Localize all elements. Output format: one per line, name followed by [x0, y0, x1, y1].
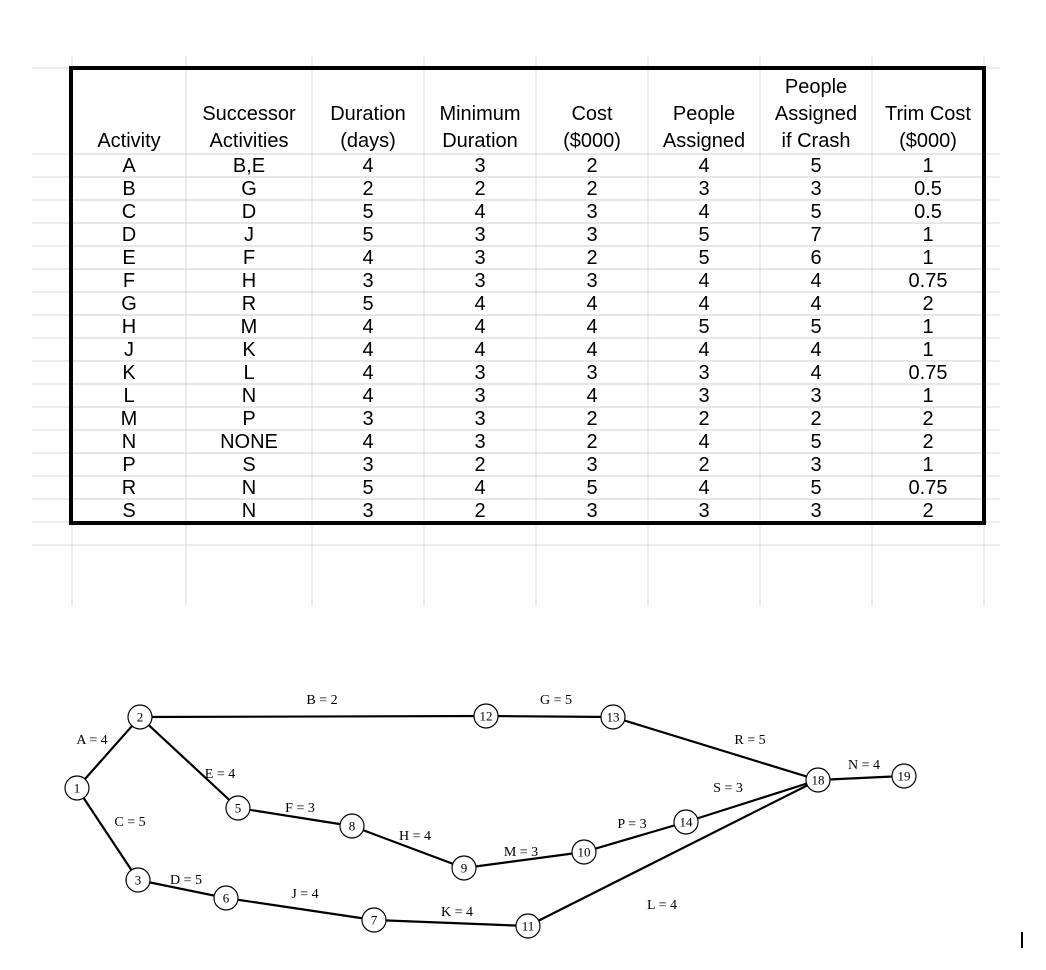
table-cell: 3	[474, 247, 486, 269]
edge-label: J = 4	[291, 887, 319, 902]
table-cell: N	[241, 385, 257, 407]
table-cell: 3	[586, 362, 598, 384]
table-cell: 2	[474, 454, 486, 476]
table-cell: 3	[474, 408, 486, 430]
node-label: 10	[577, 844, 591, 860]
table-cell: S	[242, 454, 256, 476]
edge-label: P = 3	[617, 817, 647, 832]
node-label: 8	[348, 818, 356, 834]
table-cell: J	[244, 224, 254, 246]
edge-7-11	[374, 920, 528, 926]
table-cell: 5	[586, 477, 598, 499]
table-cell: 3	[586, 270, 598, 292]
table-cell: 2	[922, 293, 934, 315]
activity-cell: B	[122, 178, 136, 200]
edge-18-19	[818, 776, 904, 780]
edge-label: F = 3	[285, 801, 315, 816]
edge-label: B = 2	[306, 693, 338, 708]
table-cell: 0.75	[908, 362, 948, 384]
node-label: 13	[606, 709, 620, 725]
table-cell: 3	[362, 500, 374, 522]
node-3	[126, 868, 150, 892]
table-cell: 4	[586, 293, 598, 315]
activity-cell: L	[123, 385, 135, 407]
node-label: 11	[521, 918, 535, 934]
column-header: Duration	[442, 130, 518, 152]
table-cell: 3	[698, 385, 710, 407]
network-edge-labels	[73, 693, 881, 920]
table-cell: K	[242, 339, 256, 361]
column-header: Cost	[571, 103, 613, 125]
node-8	[340, 814, 364, 838]
activity-cell: C	[121, 201, 137, 223]
table-cell: 3	[474, 431, 486, 453]
table-cell: 2	[922, 408, 934, 430]
table-cell: 4	[810, 293, 822, 315]
column-header: ($000)	[563, 130, 621, 152]
node-13	[601, 705, 625, 729]
table-cell: 2	[474, 178, 486, 200]
edge-label: L = 4	[647, 898, 677, 913]
node-label: 19	[897, 768, 911, 784]
edge-label: S = 3	[713, 781, 743, 796]
table-cell: 3	[362, 270, 374, 292]
table-cell: H	[241, 270, 257, 292]
table-cell: 3	[586, 201, 598, 223]
table-cell: 4	[362, 316, 374, 338]
activity-cell: N	[121, 431, 137, 453]
table-cell: 4	[698, 477, 710, 499]
table-cell: 4	[362, 362, 374, 384]
node-label: 18	[811, 772, 825, 788]
table-cell: 2	[586, 178, 598, 200]
table-cell: 2	[362, 178, 374, 200]
table-cell: 2	[810, 408, 822, 430]
node-14	[674, 810, 698, 834]
activity-cell: E	[122, 247, 136, 269]
table-cell: 4	[474, 477, 486, 499]
table-cell: 5	[698, 316, 710, 338]
table-cell: 4	[810, 270, 822, 292]
table-cell: 0.75	[908, 270, 948, 292]
node-label: 3	[134, 872, 142, 888]
table-cell: 4	[698, 270, 710, 292]
activity-cell: F	[122, 270, 136, 292]
table-cell: 4	[362, 431, 374, 453]
column-header: People	[784, 76, 848, 98]
table-cell: 2	[586, 408, 598, 430]
edge-label: R = 5	[734, 733, 766, 748]
table-cell: 4	[474, 293, 486, 315]
table-cell: 3	[474, 385, 486, 407]
table-cell: 2	[922, 500, 934, 522]
network-nodes	[65, 704, 916, 938]
table-cell: 4	[698, 431, 710, 453]
node-5	[226, 796, 250, 820]
node-2	[128, 705, 152, 729]
table-cell: 4	[698, 293, 710, 315]
table-cell: 2	[586, 155, 598, 177]
table-cell: 5	[698, 247, 710, 269]
table-cell: 4	[698, 201, 710, 223]
activity-cell: H	[121, 316, 137, 338]
edge-label: E = 4	[204, 767, 236, 782]
table-cell: 4	[474, 201, 486, 223]
table-cell: 2	[586, 431, 598, 453]
activity-cell: J	[124, 339, 134, 361]
table-cell: 1	[922, 339, 934, 361]
table-cell: 4	[810, 339, 822, 361]
table-cell: 4	[362, 247, 374, 269]
column-header: Activity	[97, 130, 161, 152]
edge-2-5	[140, 717, 238, 808]
table-cell: P	[242, 408, 256, 430]
column-header: Assigned	[662, 130, 746, 152]
column-header: Assigned	[774, 103, 858, 125]
node-12	[474, 704, 498, 728]
text-cursor	[1021, 932, 1023, 948]
table-cell: 3	[810, 178, 822, 200]
table-cell: 4	[474, 339, 486, 361]
node-18	[806, 768, 830, 792]
edge-label: G = 5	[539, 693, 573, 708]
activity-cell: M	[120, 408, 138, 430]
node-label: 9	[460, 860, 468, 876]
table-cell: 2	[474, 500, 486, 522]
node-19	[892, 764, 916, 788]
table-cell: 1	[922, 454, 934, 476]
activity-cell: A	[122, 155, 136, 177]
table-cell: 5	[362, 477, 374, 499]
table-cell: 5	[698, 224, 710, 246]
table-cell: 4	[586, 339, 598, 361]
network-diagram	[65, 693, 916, 938]
table-cell: 0.75	[908, 477, 948, 499]
table-cell: 1	[922, 155, 934, 177]
node-10	[572, 840, 596, 864]
table-cell: 4	[474, 316, 486, 338]
table-cell: 5	[810, 431, 822, 453]
table-cell: L	[243, 362, 255, 384]
node-label: 7	[370, 912, 378, 928]
network-edges	[77, 716, 904, 926]
table-cell: 5	[810, 316, 822, 338]
table-cell: N	[241, 477, 257, 499]
table-cell: 3	[362, 408, 374, 430]
column-header: Minimum	[439, 103, 521, 125]
node-label: 14	[679, 814, 693, 830]
table-cell: 3	[810, 385, 822, 407]
table-cell: 3	[586, 500, 598, 522]
table-cell: 4	[698, 155, 710, 177]
node-label: 5	[234, 800, 242, 816]
edge-14-18	[686, 780, 818, 822]
activity-cell: S	[122, 500, 136, 522]
column-header: Successor	[202, 103, 296, 125]
table-cell: 4	[362, 385, 374, 407]
node-9	[452, 856, 476, 880]
column-header: People	[672, 103, 736, 125]
table-cell: 0.5	[914, 201, 942, 223]
table-cell: F	[242, 247, 256, 269]
activity-table	[71, 68, 984, 523]
table-cell: 3	[474, 270, 486, 292]
table-cell: 3	[474, 362, 486, 384]
column-header: Activities	[209, 130, 289, 152]
table-cell: G	[241, 178, 257, 200]
column-header: ($000)	[899, 130, 957, 152]
table-cell: 5	[810, 155, 822, 177]
column-header: if Crash	[781, 130, 851, 152]
table-cell: B,E	[232, 155, 266, 177]
edge-12-13	[486, 716, 613, 717]
edge-label: D = 5	[169, 873, 203, 888]
table-cell: 3	[362, 454, 374, 476]
table-cell: 4	[810, 362, 822, 384]
node-label: 2	[136, 709, 144, 725]
edge-label: K = 4	[440, 905, 474, 920]
table-cell: 2	[922, 431, 934, 453]
edge-2-12	[140, 716, 486, 717]
table-cell: 3	[698, 362, 710, 384]
activity-cell: P	[122, 454, 136, 476]
table-cell: 0.5	[914, 178, 942, 200]
activity-cell: D	[121, 224, 137, 246]
table-cell: 4	[362, 339, 374, 361]
edge-label: M = 3	[503, 845, 539, 860]
activity-cell: G	[121, 293, 137, 315]
table-cell: 3	[474, 224, 486, 246]
table-cell: D	[241, 201, 257, 223]
node-11	[516, 914, 540, 938]
table-cell: 5	[362, 224, 374, 246]
node-label: 12	[479, 708, 493, 724]
table-cell: 2	[586, 247, 598, 269]
table-cell: 2	[698, 454, 710, 476]
table-cell: 5	[810, 477, 822, 499]
table-cell: 3	[474, 155, 486, 177]
edge-13-18	[613, 717, 818, 780]
table-cell: 3	[810, 454, 822, 476]
node-label: 1	[73, 780, 81, 796]
edge-1-2	[77, 717, 140, 788]
table-cell: 1	[922, 385, 934, 407]
table-cell: 4	[586, 316, 598, 338]
table-cell: 3	[698, 500, 710, 522]
table-cell: 1	[922, 224, 934, 246]
node-1	[65, 776, 89, 800]
activity-cell: K	[122, 362, 136, 384]
column-header: (days)	[340, 130, 396, 152]
table-cell: 3	[586, 454, 598, 476]
table-cell: 6	[810, 247, 822, 269]
table-cell: 4	[698, 339, 710, 361]
node-6	[214, 886, 238, 910]
table-cell: R	[241, 293, 257, 315]
table-cell: N	[241, 500, 257, 522]
table-cell: 1	[922, 247, 934, 269]
edge-label: H = 4	[398, 829, 432, 844]
node-label: 6	[222, 890, 230, 906]
column-header: Trim Cost	[885, 103, 971, 125]
edge-label: N = 4	[847, 758, 881, 773]
table-cell: 3	[586, 224, 598, 246]
node-7	[362, 908, 386, 932]
table-cell: 4	[362, 155, 374, 177]
edge-label: A = 4	[76, 733, 108, 748]
activity-cell: R	[121, 477, 137, 499]
table-cell: 3	[698, 178, 710, 200]
edge-label: C = 5	[114, 815, 146, 830]
column-header: Duration	[330, 103, 406, 125]
table-cell: 5	[362, 201, 374, 223]
table-cell: 2	[698, 408, 710, 430]
table-cell: M	[240, 316, 258, 338]
edge-1-3	[77, 788, 138, 880]
table-cell: NONE	[220, 431, 278, 453]
table-cell: 3	[810, 500, 822, 522]
table-cell: 7	[810, 224, 822, 246]
table-cell: 5	[810, 201, 822, 223]
table-cell: 1	[922, 316, 934, 338]
table-cell: 5	[362, 293, 374, 315]
table-cell: 4	[586, 385, 598, 407]
